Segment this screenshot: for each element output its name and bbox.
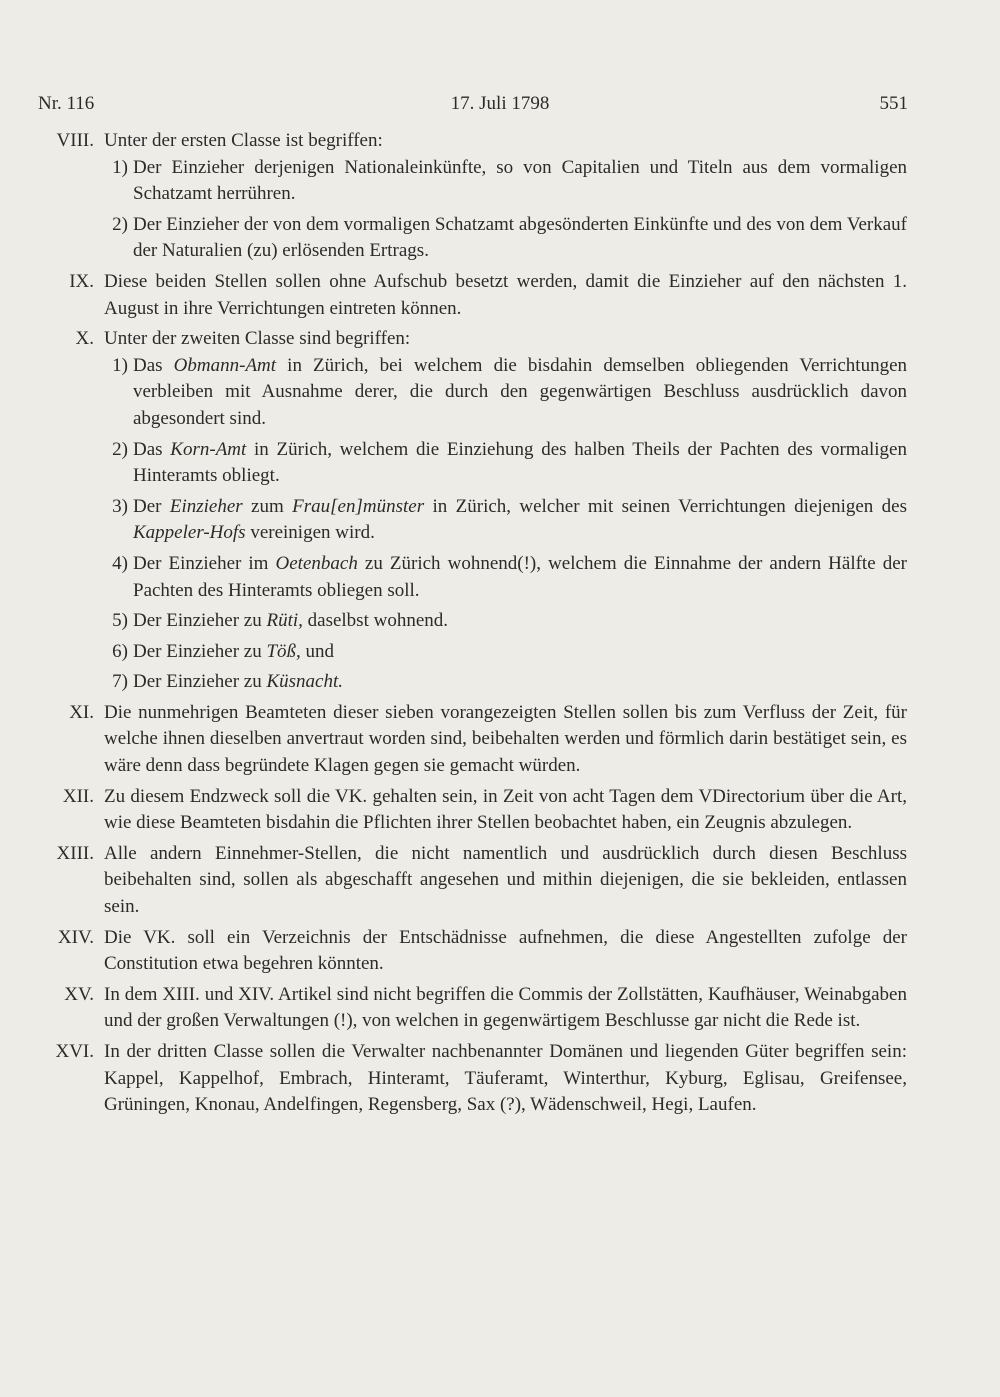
article-xv [0, 982, 1000, 1035]
item-number: 5) [112, 610, 128, 632]
article-number: VIII. [56, 130, 94, 151]
article-x [0, 326, 1000, 353]
article-viii [0, 128, 1000, 155]
place-name: Korn-Amt [170, 438, 247, 460]
article-text: Die VK. soll ein Verzeichnis der Entschädnisse aufnehmen, die diese Angestellten zufolge der Constitution etwa begehren könnten. [104, 926, 907, 975]
item-number: 1) [112, 156, 128, 178]
article-number: XIII. [56, 842, 94, 864]
article-number: XIV. [57, 926, 94, 948]
article-x-item-7 [0, 669, 1000, 696]
article-number: IX. [69, 270, 94, 292]
article-text: Unter der ersten Classe ist begriffen: [104, 130, 383, 151]
article-number: XII. [62, 785, 94, 807]
item-number: 2) [112, 438, 128, 460]
article-xii [0, 784, 1000, 837]
item-number: 3) [112, 495, 128, 517]
item-text: Der Einzieher zu Küsnacht. [133, 671, 343, 693]
article-viii-item-1 [0, 155, 1000, 208]
article-text: In dem XIII. und XIV. Artikel sind nicht begriffen die Commis der Zollstätten, Kaufhäuser, Weinabgaben und der großen Verwaltungen (!), von welchen in gegenwärtigem Beschlusse gar nicht die Rede ist. [104, 983, 907, 1032]
place-name: Obmann-Amt [173, 354, 277, 376]
item-text: Der Einzieher der von dem vormaligen Schatzamt abgesönderten Einkünfte und des von dem Verkauf der Naturalien (zu) erlösenden Ertrags. [133, 213, 907, 262]
article-text: Die nunmehrigen Beamteten dieser sieben vorangezeigten Stellen sollen bis zum Verfluss der Zeit, für welche ihnen dieselben anvertraut worden sind, beibehalten werden und förmlich darin bestätiget sein, es wäre denn dass begründete Klagen gegen sie gemacht würden. [104, 701, 907, 777]
article-xvi [0, 1039, 1000, 1119]
item-number: 6) [112, 640, 128, 662]
article-text: Diese beiden Stellen sollen ohne Aufschub besetzt werden, damit die Einzieher auf den nächsten 1. August in ihre Verrichtungen eintreten können. [104, 270, 907, 319]
article-number: XVI. [55, 1041, 94, 1062]
article-text: Zu diesem Endzweck soll die VK. gehalten sein, in Zeit von acht Tagen dem VDirectorium über die Art, wie diese Beamteten bisdahin die Pflichten ihrer Stellen beobachtet haben, ein Zeugnis abzulegen. [104, 785, 907, 834]
article-number: X. [75, 328, 94, 350]
item-text: Das Korn-Amt in Zürich, welchem die Einziehung des halben Theils der Pachten des vormaligen Hinteramts obliegt. [133, 438, 907, 487]
item-text: Der Einzieher zu Rüti, daselbst wohnend. [133, 610, 449, 632]
item-number: 1) [112, 354, 128, 376]
article-number: XV. [64, 983, 94, 1005]
item-number: 4) [112, 552, 128, 574]
place-name: Einzieher [169, 495, 243, 517]
document-number: Nr. 116 [38, 93, 95, 114]
item-number: 2) [112, 213, 128, 235]
item-text: Der Einzieher im Oetenbach zu Zürich wohnend(!), welchem die Einnahme der andern Hälfte der Pachten des Hinteramts obliegen soll. [133, 552, 907, 601]
place-name: Küsnacht. [266, 671, 343, 693]
item-text: Der Einzieher zum Frau[en]münster in Zürich, welcher mit seinen Verrichtungen diejenigen des Kappeler-Hofs vereinigen wird. [133, 495, 908, 544]
place-name: Oetenbach [275, 552, 358, 574]
article-text: Alle andern Einnehmer-Stellen, die nicht namentlich und ausdrücklich durch diesen Beschluss beibehalten sind, sollen als abgeschafft angesehen und mithin diejenigen, die sie bekleiden, entlassen sein. [104, 842, 907, 918]
article-x-item-2 [0, 437, 1000, 490]
place-name: Frau[en]münster [292, 495, 425, 517]
article-text: In der dritten Classe sollen die Verwalter nachbenannter Domänen und liegenden Güter begriffen sein: Kappel, Kappelhof, Embrach, Hinteramt, Täuferamt, Winterthur, Kyburg, Eglisau, Greifensee, Grüningen, Knonau, Andelfingen, Regensberg, Sax (?), Wädenschweil, Hegi, Laufen. [104, 1041, 907, 1116]
item-number: 7) [112, 671, 128, 693]
document-date: 17. Juli 1798 [450, 93, 550, 114]
place-name: Rüti, [266, 610, 303, 632]
article-x-item-4 [0, 551, 1000, 604]
article-number: XI. [69, 701, 94, 723]
place-name: Kappeler-Hofs [133, 522, 246, 544]
article-text: Unter der zweiten Classe sind begriffen: [104, 328, 411, 350]
article-ix [0, 269, 1000, 322]
article-x-item-3 [0, 494, 1000, 547]
article-xi [0, 700, 1000, 780]
item-text: Der Einzieher derjenigen Nationaleinkünfte, so von Capitalien und Titeln aus dem vormaligen Schatzamt herrühren. [133, 156, 907, 205]
document-body [0, 128, 1000, 1123]
article-viii-item-2 [0, 212, 1000, 265]
article-x-item-6 [0, 639, 1000, 666]
item-text: Das Obmann-Amt in Zürich, bei welchem die bisdahin demselben obliegenden Verrichtungen verbleiben mit Ausnahme derer, die durch den gegenwärtigen Beschluss ausdrücklich davon abgesondert sind. [133, 354, 907, 429]
item-text: Der Einzieher zu Töß, und [133, 640, 335, 662]
page-number: 551 [879, 93, 908, 114]
article-x-item-5 [0, 608, 1000, 635]
article-x-item-1 [0, 353, 1000, 433]
article-xiii [0, 841, 1000, 921]
place-name: Töß, [266, 640, 301, 662]
article-xiv [0, 925, 1000, 978]
